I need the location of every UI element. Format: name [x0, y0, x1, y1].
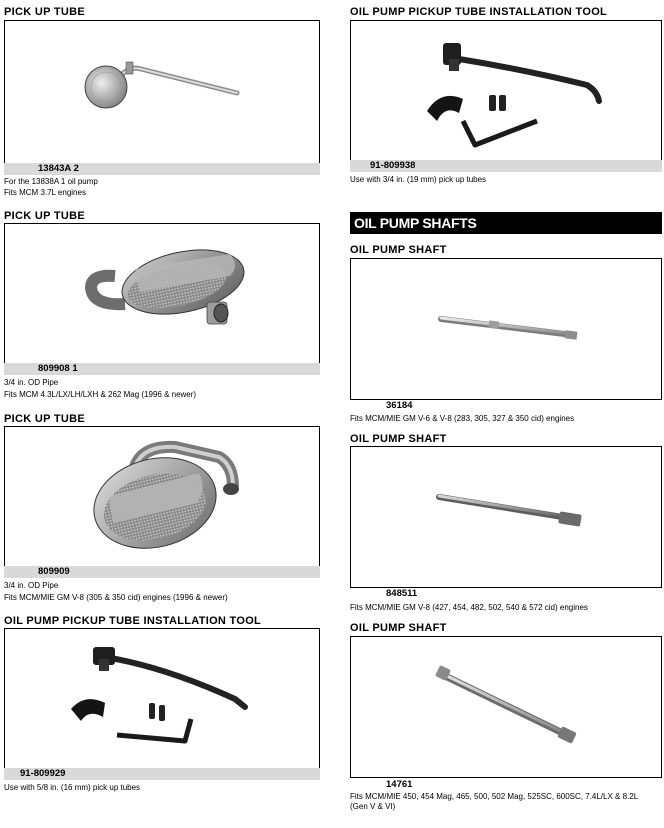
- part-number: 13843A 2: [38, 163, 79, 174]
- description-line: For the 13838A 1 oil pump: [4, 177, 98, 186]
- description-line: Use with 5/8 in. (16 mm) pick up tubes: [4, 783, 141, 792]
- description-line: Fits MCM/MIE GM V-6 & V-8 (283, 305, 327 & 350 cid) engines: [350, 414, 575, 423]
- section-title: OIL PUMP PICKUP TUBE INSTALLATION TOOL: [4, 615, 262, 627]
- product-image-panel: [350, 636, 662, 778]
- product-image-panel: [4, 426, 320, 568]
- section-banner: OIL PUMP SHAFTS: [350, 212, 662, 234]
- product-image-panel: [4, 628, 320, 770]
- pick-up-tube-screen-image: [5, 427, 320, 567]
- description-line: Fits MCM 3.7L engines: [4, 188, 86, 197]
- part-number-bar: [4, 163, 320, 175]
- product-image-panel: [4, 20, 320, 165]
- section-title: PICK UP TUBE: [4, 6, 86, 18]
- section-title: PICK UP TUBE: [4, 413, 86, 425]
- part-number-bar: [4, 566, 320, 578]
- oil-pump-shaft-image: [351, 637, 662, 777]
- description-line: Fits MCM/MIE GM V-8 (427, 454, 482, 502, 540 & 572 cid) engines: [350, 603, 588, 612]
- part-number: 91-809938: [370, 160, 416, 171]
- section-title: OIL PUMP PICKUP TUBE INSTALLATION TOOL: [350, 6, 608, 18]
- part-number: 848511: [386, 588, 418, 599]
- installation-tool-image: [5, 629, 320, 769]
- section-title: OIL PUMP SHAFT: [350, 433, 447, 445]
- part-number: 14761: [386, 779, 413, 790]
- part-number: 809909: [38, 566, 70, 577]
- section-title: PICK UP TUBE: [4, 210, 86, 222]
- oil-pump-shaft-image: [351, 259, 662, 399]
- product-image-panel: [350, 446, 662, 588]
- pick-up-tube-image: [5, 21, 320, 164]
- pick-up-tube-screen-image: [5, 224, 320, 364]
- description-line: Fits MCM 4.3L/LX/LH/LXH & 262 Mag (1996 & newer): [4, 390, 197, 399]
- part-number-bar: [350, 586, 662, 598]
- description-line: Fits MCM/MIE GM V-8 (305 & 350 cid) engines (1996 & newer): [4, 593, 228, 602]
- product-image-panel: [4, 223, 320, 365]
- installation-tool-image: [351, 21, 662, 161]
- section-title: OIL PUMP SHAFT: [350, 622, 447, 634]
- part-number: 36184: [386, 400, 413, 411]
- description-line: (Gen V & VI): [350, 802, 396, 811]
- part-number-bar: [4, 363, 320, 375]
- product-image-panel: [350, 258, 662, 400]
- section-title: OIL PUMP SHAFT: [350, 244, 447, 256]
- part-number-bar: [350, 160, 662, 172]
- product-image-panel: [350, 20, 662, 162]
- part-number: 809908 1: [38, 363, 78, 374]
- part-number-bar: [350, 776, 662, 788]
- oil-pump-shaft-image: [351, 447, 662, 587]
- part-number-bar: [4, 768, 320, 780]
- part-number-bar: [350, 398, 662, 410]
- description-line: 3/4 in. OD Pipe: [4, 378, 59, 387]
- description-line: 3/4 in. OD Pipe: [4, 581, 59, 590]
- description-line: Fits MCM/MIE 450, 454 Mag, 465, 500, 502 Mag, 525SC, 600SC, 7.4L/LX & 8.2L: [350, 792, 639, 801]
- part-number: 91-809929: [20, 768, 66, 779]
- description-line: Use with 3/4 in. (19 mm) pick up tubes: [350, 175, 487, 184]
